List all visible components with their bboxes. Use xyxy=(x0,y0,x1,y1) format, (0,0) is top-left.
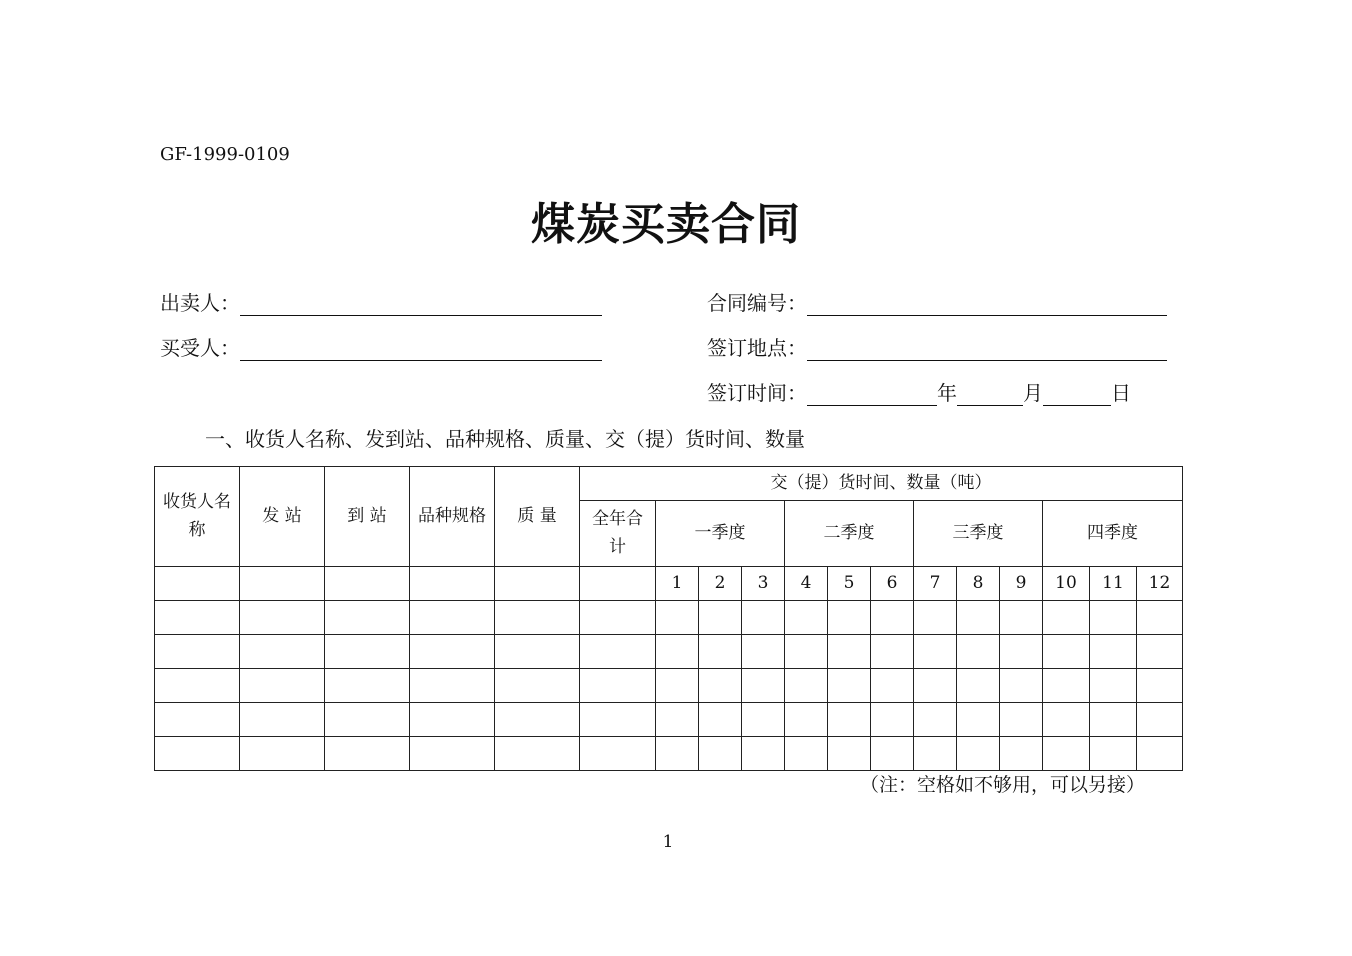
table-cell[interactable] xyxy=(1137,601,1183,635)
seller-input-line[interactable] xyxy=(240,293,602,316)
table-cell[interactable] xyxy=(410,737,495,771)
table-cell[interactable] xyxy=(1043,635,1090,669)
table-cell[interactable] xyxy=(871,669,914,703)
month-header: 6 xyxy=(871,567,914,601)
table-cell[interactable] xyxy=(155,635,240,669)
table-cell[interactable] xyxy=(828,703,871,737)
table-cell[interactable] xyxy=(580,703,656,737)
table-cell[interactable] xyxy=(828,635,871,669)
month-header: 12 xyxy=(1137,567,1183,601)
month-header: 8 xyxy=(957,567,1000,601)
table-cell[interactable] xyxy=(325,635,410,669)
sign-place-input-line[interactable] xyxy=(807,338,1167,361)
table-cell[interactable] xyxy=(1000,669,1043,703)
table-cell[interactable] xyxy=(656,703,699,737)
sign-month-input-line[interactable] xyxy=(957,383,1023,406)
header-quarter-3: 三季度 xyxy=(914,501,1043,567)
table-cell[interactable] xyxy=(410,567,495,601)
table-row xyxy=(155,601,1183,635)
sign-time-label: 签订时间： xyxy=(707,381,807,405)
header-quality: 质 量 xyxy=(495,467,580,567)
table-cell[interactable] xyxy=(1137,737,1183,771)
table-row xyxy=(155,737,1183,771)
table-cell[interactable] xyxy=(495,601,580,635)
sign-place-label: 签订地点： xyxy=(707,336,807,360)
header-quarter-1: 一季度 xyxy=(656,501,785,567)
table-cell[interactable] xyxy=(1090,669,1137,703)
table-cell[interactable] xyxy=(656,601,699,635)
table-cell[interactable] xyxy=(240,601,325,635)
table-cell[interactable] xyxy=(699,635,742,669)
table-cell[interactable] xyxy=(495,737,580,771)
table-cell[interactable] xyxy=(410,703,495,737)
table-cell[interactable] xyxy=(957,635,1000,669)
table-cell[interactable] xyxy=(656,669,699,703)
table-cell[interactable] xyxy=(1043,703,1090,737)
table-cell[interactable] xyxy=(828,669,871,703)
table-cell[interactable] xyxy=(325,567,410,601)
table-cell[interactable] xyxy=(495,669,580,703)
table-cell[interactable] xyxy=(1090,737,1137,771)
table-cell[interactable] xyxy=(580,669,656,703)
table-cell[interactable] xyxy=(580,601,656,635)
contract-no-input-line[interactable] xyxy=(807,293,1167,316)
table-body xyxy=(155,601,1183,771)
table-cell[interactable] xyxy=(785,669,828,703)
month-header: 1 xyxy=(656,567,699,601)
header-variety: 品种规格 xyxy=(410,467,495,567)
table-cell[interactable] xyxy=(742,635,785,669)
table-cell[interactable] xyxy=(1043,737,1090,771)
table-cell[interactable] xyxy=(240,703,325,737)
seller-field xyxy=(160,286,602,316)
header-to-station: 到 站 xyxy=(325,467,410,567)
table-cell[interactable] xyxy=(410,669,495,703)
table-cell[interactable] xyxy=(325,703,410,737)
buyer-label: 买受人： xyxy=(160,336,240,360)
table-cell[interactable] xyxy=(871,601,914,635)
table-row xyxy=(155,669,1183,703)
table-cell[interactable] xyxy=(914,737,957,771)
table-cell[interactable] xyxy=(871,703,914,737)
table-cell[interactable] xyxy=(1043,601,1090,635)
table-cell[interactable] xyxy=(580,567,656,601)
table-cell[interactable] xyxy=(742,703,785,737)
month-label: 月 xyxy=(1023,381,1043,405)
form-code: GF-1999-0109 xyxy=(160,144,290,165)
header-quarter-4: 四季度 xyxy=(1043,501,1183,567)
table-cell[interactable] xyxy=(155,669,240,703)
header-from-station: 发 站 xyxy=(240,467,325,567)
month-header: 4 xyxy=(785,567,828,601)
table-cell[interactable] xyxy=(325,669,410,703)
table-cell[interactable] xyxy=(699,703,742,737)
table-cell[interactable] xyxy=(240,737,325,771)
table-cell[interactable] xyxy=(495,703,580,737)
table-cell[interactable] xyxy=(1137,635,1183,669)
table-cell[interactable] xyxy=(1137,669,1183,703)
header-annual-total: 全年合计 xyxy=(580,501,656,567)
table-row xyxy=(155,703,1183,737)
sign-place-field xyxy=(707,331,1167,361)
table-cell[interactable] xyxy=(871,737,914,771)
table-cell[interactable] xyxy=(1000,737,1043,771)
table-cell[interactable] xyxy=(240,669,325,703)
header-consignee: 收货人名称 xyxy=(155,467,240,567)
month-header: 5 xyxy=(828,567,871,601)
section-heading: 一、收货人名称、发到站、品种规格、质量、交（提）货时间、数量 xyxy=(205,427,805,451)
table-cell[interactable] xyxy=(742,669,785,703)
table-cell[interactable] xyxy=(240,635,325,669)
table-cell[interactable] xyxy=(155,737,240,771)
month-header: 11 xyxy=(1090,567,1137,601)
sign-year-input-line[interactable] xyxy=(807,383,937,406)
contract-no-label: 合同编号： xyxy=(707,291,807,315)
table-cell[interactable] xyxy=(957,737,1000,771)
table-cell[interactable] xyxy=(410,635,495,669)
table-cell[interactable] xyxy=(155,567,240,601)
month-header: 3 xyxy=(742,567,785,601)
header-quarter-2: 二季度 xyxy=(785,501,914,567)
month-header: 9 xyxy=(1000,567,1043,601)
table-cell[interactable] xyxy=(699,601,742,635)
header-delivery-group: 交（提）货时间、数量（吨） xyxy=(580,467,1183,501)
contract-no-field xyxy=(707,286,1167,316)
table-note: （注：空格如不够用，可以另接） xyxy=(860,774,1146,796)
table-row xyxy=(155,635,1183,669)
table-cell[interactable] xyxy=(957,669,1000,703)
day-label: 日 xyxy=(1111,381,1131,405)
month-header: 10 xyxy=(1043,567,1090,601)
table-cell[interactable] xyxy=(699,737,742,771)
table-cell[interactable] xyxy=(325,601,410,635)
table-cell[interactable] xyxy=(914,703,957,737)
month-header: 7 xyxy=(914,567,957,601)
table-cell[interactable] xyxy=(240,567,325,601)
table-cell[interactable] xyxy=(1000,601,1043,635)
table-cell[interactable] xyxy=(785,737,828,771)
table-cell[interactable] xyxy=(1000,635,1043,669)
seller-label: 出卖人： xyxy=(160,291,240,315)
buyer-input-line[interactable] xyxy=(240,338,602,361)
table-cell[interactable] xyxy=(785,601,828,635)
delivery-table xyxy=(154,466,1183,771)
page-number: 1 xyxy=(662,832,674,852)
table-cell[interactable] xyxy=(1090,703,1137,737)
sign-day-input-line[interactable] xyxy=(1043,383,1111,406)
table-cell[interactable] xyxy=(1090,601,1137,635)
table-cell[interactable] xyxy=(1000,703,1043,737)
table-cell[interactable] xyxy=(656,737,699,771)
sign-time-field xyxy=(707,376,1131,406)
table-cell[interactable] xyxy=(828,601,871,635)
table-cell[interactable] xyxy=(495,567,580,601)
table-cell[interactable] xyxy=(1090,635,1137,669)
table-cell[interactable] xyxy=(656,635,699,669)
table-cell[interactable] xyxy=(495,635,580,669)
table-cell[interactable] xyxy=(580,737,656,771)
buyer-field xyxy=(160,331,602,361)
table-cell[interactable] xyxy=(410,601,495,635)
table-cell[interactable] xyxy=(742,601,785,635)
table-cell[interactable] xyxy=(785,635,828,669)
table-cell[interactable] xyxy=(155,703,240,737)
table-cell[interactable] xyxy=(699,669,742,703)
table-cell[interactable] xyxy=(957,703,1000,737)
table-cell[interactable] xyxy=(828,737,871,771)
table-cell[interactable] xyxy=(914,601,957,635)
table-cell[interactable] xyxy=(957,601,1000,635)
table-cell[interactable] xyxy=(580,635,656,669)
table-cell[interactable] xyxy=(785,703,828,737)
table-cell[interactable] xyxy=(1043,669,1090,703)
table-cell[interactable] xyxy=(871,635,914,669)
table-cell[interactable] xyxy=(914,669,957,703)
month-header: 2 xyxy=(699,567,742,601)
table-cell[interactable] xyxy=(1137,703,1183,737)
year-label: 年 xyxy=(937,381,957,405)
table-cell[interactable] xyxy=(325,737,410,771)
table-cell[interactable] xyxy=(155,601,240,635)
table-cell[interactable] xyxy=(742,737,785,771)
table-cell[interactable] xyxy=(914,635,957,669)
page-title: 煤炭买卖合同 xyxy=(531,199,801,250)
